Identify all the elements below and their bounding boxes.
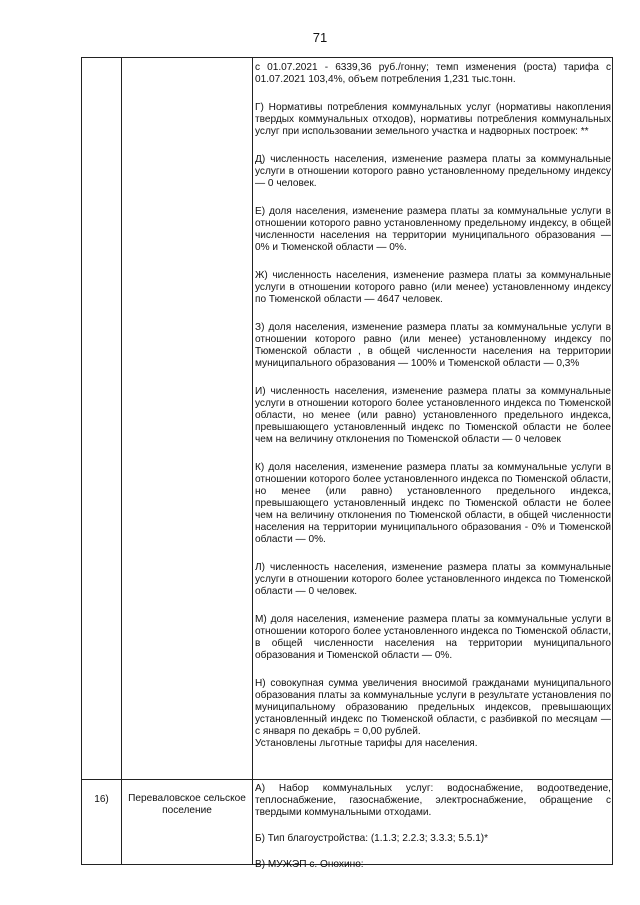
paragraph-n: Н) совокупная сумма увеличения вносимой гражданами муниципального образования платы за коммунальные услуги в результате установления по муниципальному образованию предельных индексов, превышающих установленный индекс по Тюменской области, с разбивкой по месяцам — с января по декабрь = 0,00 рублей. <box>255 678 611 737</box>
paragraph-v: В) МУЖЭП с. Онохино: <box>255 859 364 870</box>
paragraph-i: И) численность населения, изменение размера платы за коммунальные услуги в отношении которого более установленного индекса по Тюменской области, но менее (или равно) установленного предельного индекса, превышающего установленный индекс по Тюменской области не более чем на величину отклонения по Тюменской области — 0 человек <box>255 386 611 445</box>
paragraph-z: З) доля населения, изменение размера платы за коммунальные услуги в отношении которого равно (или менее) установленному индексу по Тюменской области , в общей численности населения на территории муниципального образования — 100% и Тюменской области — 0,3% <box>255 322 611 369</box>
paragraph-b: Б) Тип благоустройства: (1.1.3; 2.2.3; 3.3.3; 5.5.1)* <box>255 833 489 844</box>
row16-content-cell <box>255 783 611 871</box>
column-divider-1 <box>121 58 122 864</box>
paragraph-l: Л) численность населения, изменение размера платы за коммунальные услуги в отношении которого более установленного индекса по Тюменской области — 0 человек. <box>255 562 611 597</box>
paragraph-m: М) доля населения, изменение размера платы за коммунальные услуги в отношении которого более установленного индекса по Тюменской области, в общей численности населения на территории муниципального образования и Тюменской области — 0%. <box>255 614 611 661</box>
document-table <box>81 57 613 870</box>
paragraph-g: Г) Нормативы потребления коммунальных услуг (нормативы накопления твердых коммунальных отходов), нормативы потребления коммунальных услуг при использовании земельного участка и надворных построек: ** <box>255 102 611 137</box>
paragraph-k: К) доля населения, изменение размера платы за коммунальные услуги в отношении которого более установленного индекса по Тюменской области, но менее (или равно) установленного предельного индекса, превышающего установленный индекс по Тюменской области не более чем на величину отклонения по Тюменской области, в общей численности населения на территории муниципального образования - 0% и Тюменской области — 0%. <box>255 462 611 545</box>
settlement-name: Переваловское сельское поселение <box>128 793 246 816</box>
paragraph-tariff: с 01.07.2021 - 6339,36 руб./гонну; темп изменения (роста) тарифа с 01.07.2021 103,4%, объем потребления 1,231 тыс.тонн. <box>255 62 611 85</box>
column-divider-2 <box>252 58 253 864</box>
paragraph-e: Е) доля населения, изменение размера платы за коммунальные услуги в отношении которого равно установленному предельному индексу, в общей численности населения на территории муниципального образования — 0% и Тюменской области — 0%. <box>255 206 611 253</box>
paragraph-zh: Ж) численность населения, изменение размера платы за коммунальные услуги в отношении которого равно (или менее) установленному индексу по Тюменской области — 4647 человек. <box>255 270 611 305</box>
paragraph-a: А) Набор коммунальных услуг: водоснабжение, водоотведение, теплоснабжение, газоснабжение, электроснабжение, обращение с твердыми коммунальными отходами. <box>255 783 611 818</box>
page-number: 71 <box>312 30 328 45</box>
paragraph-d: Д) численность населения, изменение размера платы за коммунальные услуги в отношении которого равно установленному предельному индексу — 0 человек. <box>255 154 611 189</box>
row-divider <box>82 779 612 780</box>
continuation-cell <box>255 62 611 750</box>
row-number: 16) <box>94 794 109 805</box>
paragraph-benefit-tariffs: Установлены льготные тарифы для населения. <box>255 738 478 749</box>
